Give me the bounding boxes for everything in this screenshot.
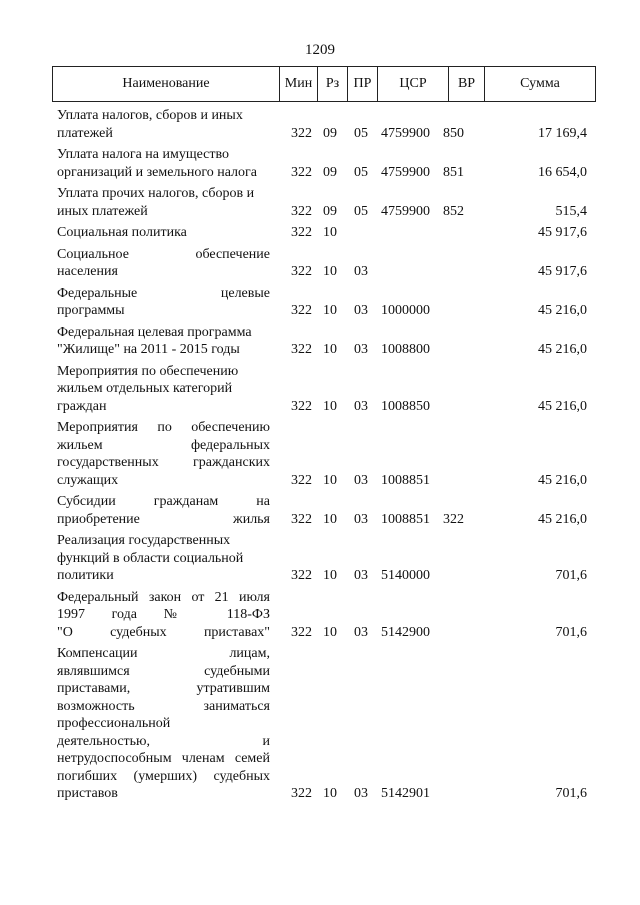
- table-row: [57, 224, 587, 242]
- table-row: [57, 419, 587, 489]
- row-rz: 10: [323, 624, 337, 640]
- row-name: Уплата налога на имущество организаций и земельного налога: [57, 147, 257, 180]
- row-min: 322: [291, 264, 312, 279]
- row-min: 322: [291, 225, 312, 240]
- row-rz: 10: [323, 303, 337, 318]
- row-sum: 701,6: [555, 786, 587, 801]
- row-name: Мероприятия по обеспечению жильем федеральных государственных гражданских служащих: [57, 420, 270, 488]
- row-min: 322: [291, 624, 312, 640]
- row-rz: 09: [323, 125, 337, 141]
- row-sum: 45 216,0: [538, 511, 587, 527]
- row-sum: 701,6: [555, 568, 587, 583]
- row-vr: 852: [443, 203, 464, 219]
- row-name: Мероприятия по обеспечению жильем отдельных категорий граждан: [57, 363, 239, 414]
- row-rz: 10: [323, 225, 337, 240]
- header-csr: ЦСР: [378, 67, 449, 101]
- header-name: Наименование: [53, 67, 280, 101]
- row-rz: 10: [323, 264, 337, 279]
- row-sum: 45 216,0: [538, 342, 587, 357]
- row-sum: 45 917,6: [538, 264, 587, 279]
- row-name: Социальная политика: [57, 225, 187, 240]
- table-row: [57, 107, 587, 142]
- row-min: 322: [291, 511, 312, 527]
- row-rz: 09: [323, 203, 337, 219]
- row-rz: 10: [323, 398, 337, 414]
- table-row: [57, 363, 587, 416]
- row-rz: 10: [323, 342, 337, 357]
- row-csr: 5142901: [381, 786, 430, 801]
- row-rz: 10: [323, 472, 337, 488]
- row-csr: 4759900: [381, 164, 430, 180]
- row-name: Реализация государственных функций в области социальной политики: [57, 533, 244, 583]
- row-sum: 45 216,0: [538, 303, 587, 318]
- table-header: [52, 66, 596, 102]
- row-min: 322: [291, 342, 312, 357]
- row-rz: 09: [323, 164, 337, 180]
- row-csr: 1008851: [381, 472, 430, 488]
- table-row: [57, 246, 587, 281]
- row-min: 322: [291, 398, 312, 414]
- row-rz: 10: [323, 568, 337, 583]
- header-sum: Сумма: [520, 76, 560, 91]
- row-name: Федеральные целевые программы: [57, 285, 270, 318]
- table-row: [57, 185, 587, 220]
- table-row: [57, 285, 587, 320]
- row-vr: 850: [443, 125, 464, 141]
- row-name: Уплата налогов, сборов и иных платежей: [57, 108, 243, 141]
- row-name: Федеральный закон от 21 июля 1997 года № 118-ФЗ "О судебных приставах": [57, 589, 270, 640]
- row-vr: 851: [443, 164, 464, 180]
- row-sum: 515,4: [555, 203, 587, 219]
- row-csr: 4759900: [381, 203, 430, 219]
- row-pr: 03: [354, 568, 368, 583]
- row-vr: 322: [443, 511, 464, 527]
- row-csr: 1000000: [381, 303, 430, 318]
- table-row: [57, 645, 587, 803]
- row-name: Субсидии гражданам на приобретение жилья: [57, 494, 270, 527]
- row-csr: 1008800: [381, 342, 430, 357]
- row-sum: 45 216,0: [538, 398, 587, 414]
- row-csr: 1008851: [381, 511, 430, 527]
- row-name: Компенсации лицам, являвшимся судебными приставами, утратившим возможность заниматься профессиональной деятельностью, и нетрудоспособным членам семей погибших (умерших) судебных приставов: [57, 646, 270, 801]
- row-pr: 03: [354, 342, 368, 357]
- table-body: [57, 107, 587, 807]
- row-csr: 5142900: [381, 624, 430, 640]
- row-min: 322: [291, 568, 312, 583]
- row-min: 322: [291, 786, 312, 801]
- table-row: [57, 532, 587, 585]
- row-sum: 17 169,4: [538, 125, 587, 141]
- row-rz: 10: [323, 511, 337, 527]
- row-pr: 03: [354, 624, 368, 640]
- row-min: 322: [291, 303, 312, 318]
- table-row: [57, 589, 587, 642]
- row-pr: 03: [354, 511, 368, 527]
- table-row: [57, 146, 587, 181]
- header-pr: ПР: [348, 67, 378, 101]
- row-name: Уплата прочих налогов, сборов и иных платежей: [57, 186, 255, 219]
- table-row: [57, 493, 587, 528]
- row-csr: 1008850: [381, 398, 430, 414]
- row-pr: 03: [354, 398, 368, 414]
- row-pr: 03: [354, 786, 368, 801]
- row-min: 322: [291, 203, 312, 219]
- row-pr: 03: [354, 264, 368, 279]
- row-min: 322: [291, 472, 312, 488]
- row-pr: 03: [354, 303, 368, 318]
- header-rz: Рз: [318, 67, 348, 101]
- row-pr: 03: [354, 472, 368, 488]
- row-name: Социальное обеспечение населения: [57, 246, 270, 279]
- row-csr: 5140000: [381, 568, 430, 583]
- header-vr: ВР: [449, 67, 485, 101]
- row-rz: 10: [323, 786, 337, 801]
- row-min: 322: [291, 164, 312, 180]
- row-csr: 4759900: [381, 125, 430, 141]
- row-pr: 05: [354, 125, 368, 141]
- table-row: [57, 324, 587, 359]
- row-sum: 16 654,0: [538, 164, 587, 180]
- row-pr: 05: [354, 203, 368, 219]
- row-name: Федеральная целевая программа "Жилище" на 2011 - 2015 годы: [57, 324, 252, 357]
- row-pr: 05: [354, 164, 368, 180]
- row-sum: 45 917,6: [538, 225, 587, 240]
- row-sum: 701,6: [555, 624, 587, 640]
- row-min: 322: [291, 125, 312, 141]
- page-number: 1209: [305, 42, 335, 58]
- header-min: Мин: [280, 67, 318, 101]
- row-sum: 45 216,0: [538, 472, 587, 488]
